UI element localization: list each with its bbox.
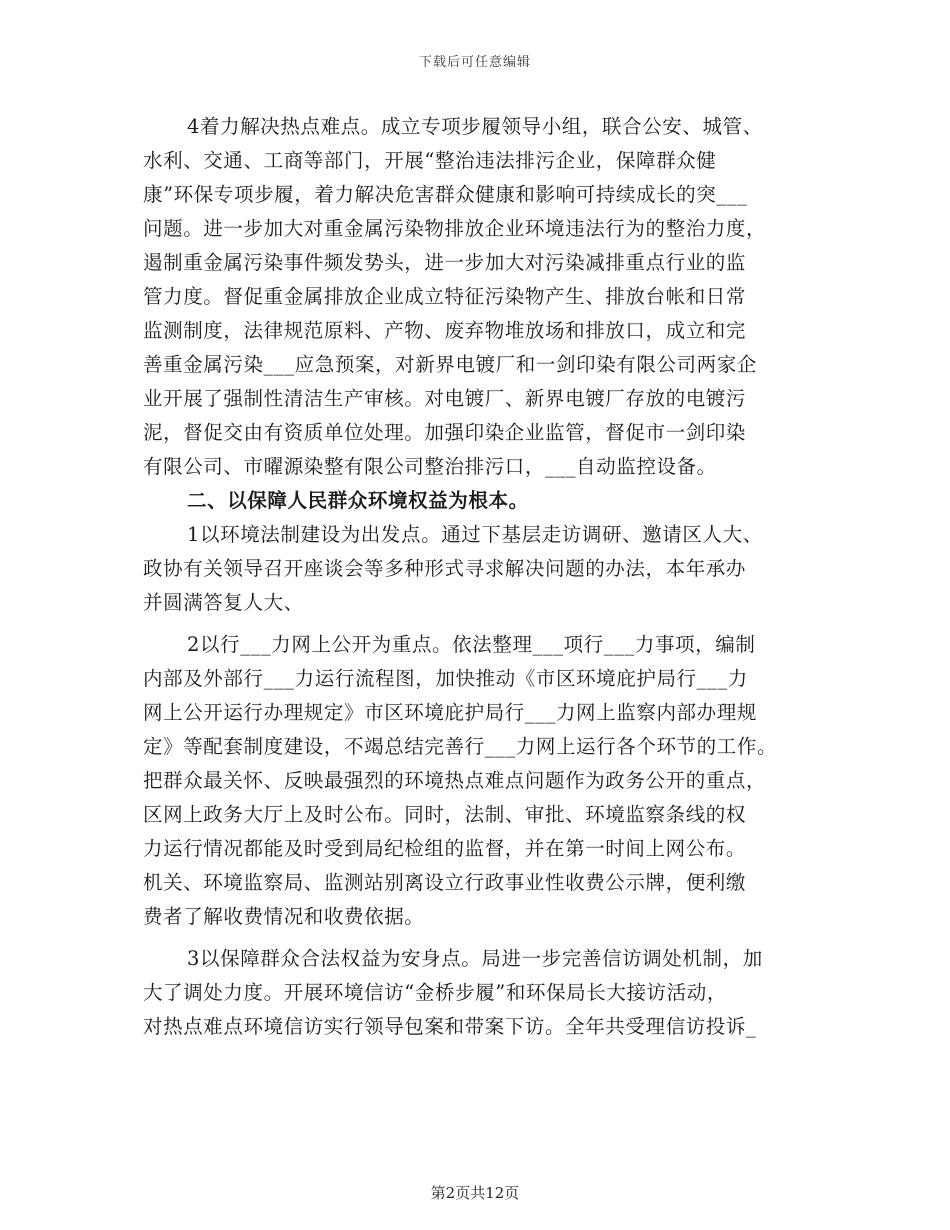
document-body <box>143 110 823 1044</box>
text-line: 1以环境法制建设为出发点。通过下基层走访调研、邀请区人大、 <box>187 523 763 546</box>
text-line: 康”环保专项步履，着力解决危害群众健康和影响可持续成长的突___ <box>143 183 748 206</box>
text-line: 大了调处力度。开展环境信访“金桥步履”和环保局长大接访活动， <box>143 981 727 1004</box>
paragraph-gap <box>143 934 823 942</box>
header-note: 下载后可任意编辑 <box>418 55 531 70</box>
text-line: 泥，督促交由有资质单位处理。加强印染企业监管，督促市一剑印染 <box>143 421 747 444</box>
text-line: 区网上政务大厅上及时公布。同时，法制、审批、环境监察条线的权 <box>143 803 747 826</box>
text-line: 定》等配套制度建设，不竭总结完善行___力网上运行各个环节的工作。 <box>143 735 778 758</box>
text-line: 监测制度，法律规范原料、产物、废弃物堆放场和排放口，成立和完 <box>143 319 747 342</box>
text-line: 2以行___力网上公开为重点。依法整理___项行___力事项，编制 <box>187 633 756 656</box>
text-line: 政协有关领导召开座谈会等多种形式寻求解决问题的办法，本年承办 <box>143 557 747 580</box>
text-line: 业开展了强制性清洁生产审核。对电镀厂、新界电镀厂存放的电镀污 <box>143 387 747 410</box>
text-line: 管力度。督促重金属排放企业成立特征污染物产生、排放台帐和日常 <box>143 285 747 308</box>
text-line: 遏制重金属污染事件频发势头，进一步加大对污染减排重点行业的监 <box>143 251 747 274</box>
page-number: 第2页共12页 <box>430 1184 520 1202</box>
text-line: 费者了解收费情况和收费依据。 <box>143 905 425 928</box>
text-line: 有限公司、市曜源染整有限公司整治排污口，___自动监控设备。 <box>143 455 717 478</box>
text-line: 善重金属污染___应急预案，对新界电镀厂和一剑印染有限公司两家企 <box>143 353 757 376</box>
paragraph-gap <box>143 620 823 628</box>
text-line: 力运行情况都能及时受到局纪检组的监督，并在第一时间上网公布。 <box>143 837 747 860</box>
text-line: 水利、交通、工商等部门，开展“整治违法排污企业，保障群众健 <box>143 149 717 172</box>
text-line: 并圆满答复人大、 <box>143 591 304 614</box>
text-line: 3以保障群众合法权益为安身点。局进一步完善信访调处机制，加 <box>187 947 763 970</box>
text-line: 内部及外部行___力运行流程图，加快推动《市区环境庇护局行___力 <box>143 667 748 690</box>
text-line: 4着力解决热点难点。成立专项步履领导小组，联合公安、城管、 <box>187 115 763 138</box>
text-line: 对热点难点环境信访实行领导包案和带案下访。全年共受理信访投诉_ <box>143 1015 757 1038</box>
text-line: 把群众最关怀、反映最强烈的环境热点难点问题作为政务公开的重点， <box>143 769 767 792</box>
text-line: 问题。进一步加大对重金属污染物排放企业环境违法行为的整治力度， <box>143 217 767 240</box>
text-line: 网上公开运行办理规定》市区环境庇护局行___力网上监察内部办理规 <box>143 701 757 724</box>
section-heading: 二、以保障人民群众环境权益为根本。 <box>187 489 529 512</box>
text-line: 机关、环境监察局、监测站别离设立行政事业性收费公示牌，便利缴 <box>143 871 747 894</box>
